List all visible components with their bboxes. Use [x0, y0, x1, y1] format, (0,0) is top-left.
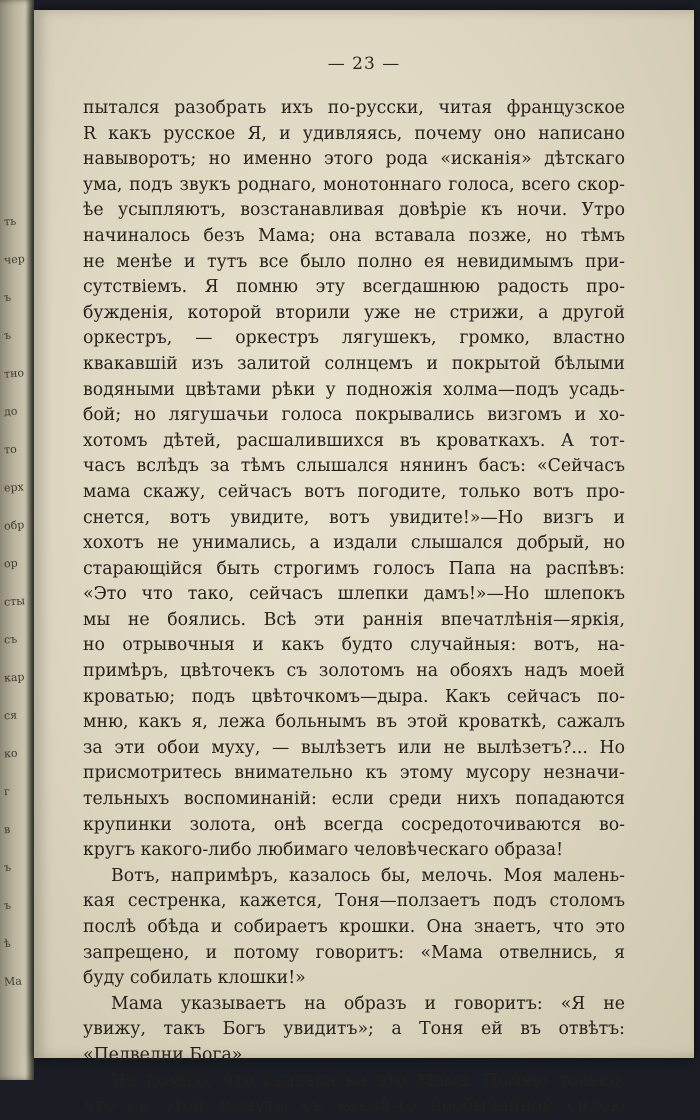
text-line: не менѣе и тутъ все было полно ея невидимымъ при- [83, 251, 625, 272]
text-line: послѣ обѣда и собираетъ крошки. Она знаетъ, что это [83, 917, 625, 937]
text-line: водяными цвѣтами рѣки у подножія холма—подъ усадь- [83, 379, 625, 400]
previous-page-fragment: тно [3, 366, 25, 381]
text-line: навыворотъ; но именно этого рода «исканія» дѣтскаго [83, 149, 625, 170]
text-line: старающійся быть строгимъ голосъ Папа на распѣвъ: [83, 558, 625, 579]
text-line: кая сестренка, кажется, Тоня—ползаетъ подъ столомъ [83, 891, 625, 912]
paragraph-start-line: Вотъ, напримѣръ, казалось бы, мелочь. Моя малень- [111, 865, 625, 886]
previous-page-fragment: обр [3, 518, 25, 533]
previous-page-fragment: кар [3, 670, 25, 685]
text-line: кроватью; подъ цвѣточкомъ—дыра. Какъ сейчасъ по- [83, 686, 625, 707]
previous-page-fragment: ъ [3, 860, 12, 875]
text-line: «Это что тако, сейчасъ шлепки дамъ!»—Но шлепокъ [83, 584, 625, 605]
previous-page-fragment: сты [3, 594, 26, 609]
body-text [83, 96, 625, 1120]
text-line: что съ этой минуты съ какой-то необычайной силою [83, 1096, 625, 1117]
previous-page-fragment: г [3, 784, 11, 799]
paragraph-end-line: буду собилать клошки!» [83, 968, 306, 989]
previous-page-fragment: ть [3, 214, 17, 229]
paragraph-end-line: «Пелвелни Бога». [83, 1044, 248, 1065]
text-line: R какъ русское Я, и удивляясь, почему оно написано [83, 123, 625, 144]
text-line: начиналось безъ Мама; она вставала позже, но тѣмъ [83, 225, 625, 246]
previous-page-fragment: съ [3, 632, 18, 647]
text-line: мы не боялись. Всѣ эти раннія впечатлѣнія—яркія, [83, 609, 625, 630]
text-line: хотомъ дѣтей, расшалившихся въ кроваткахъ. А тот- [83, 430, 625, 451]
paragraph-start-line: Мама указываетъ на образъ и говоритъ: «Я не [111, 993, 625, 1014]
previous-page-fragment: ерх [3, 480, 25, 495]
previous-page-fragment: ся [3, 708, 18, 723]
text-line: бужденія, которой вторили уже не стрижи, а другой [83, 302, 625, 323]
paragraph-start-line: Не помню, что сказала на это Мама. Помню только, [111, 1070, 625, 1091]
book-page [34, 10, 694, 1117]
text-line: ума, подъ звукъ роднаго, монотоннаго голоса, всего скор- [83, 174, 625, 195]
text-line: квакавшій изъ залитой солнцемъ и покрытой бѣлыми [83, 353, 625, 374]
text-line: часъ вслѣдъ за тѣмъ слышался нянинъ басъ: «Сейчасъ [83, 456, 625, 477]
text-line: ѣе усыпляютъ, возстанавливая довѣріе къ ночи. Утро [83, 200, 625, 221]
previous-page-fragment: в [3, 822, 11, 837]
previous-page-fragment: то [3, 442, 18, 457]
previous-page-fragment: ъ [3, 290, 12, 305]
text-line: запрещено, и потому говоритъ: «Мама отвелнись, я [83, 942, 625, 963]
text-line: но отрывочныя и какъ будто случайныя: вотъ, на- [83, 635, 625, 656]
text-line: увижу, такъ Богъ увидитъ»; а Тоня ей въ отвѣтъ: [83, 1019, 625, 1040]
text-line: снется, вотъ увидите, вотъ увидите!»—Но визгъ и [83, 507, 625, 528]
text-line: хохотъ не унимались, а издали слышался добрый, но [83, 533, 625, 554]
text-line: оркестръ, — оркестръ лягушекъ, громко, властно [83, 328, 625, 349]
text-line: бой; но лягушачьи голоса покрывались визгомъ и хо- [83, 405, 625, 426]
previous-page-fragment: чер [3, 252, 26, 267]
text-line: примѣръ, цвѣточекъ съ золотомъ на обояхъ надъ моей [83, 661, 625, 682]
text-line: мама скажу, сейчасъ вотъ погодите, только вотъ про- [83, 481, 625, 502]
previous-page-fragment: ко [3, 746, 18, 761]
previous-page-edge [0, 0, 34, 1080]
text-line: присмотритесь внимательно къ этому мусору незначи- [83, 763, 625, 784]
page-number: — 23 — [327, 54, 401, 74]
previous-page-fragment: ор [3, 556, 19, 571]
previous-page-fragment: ъ [3, 898, 12, 913]
previous-page-fragment: ѣ [3, 936, 12, 951]
previous-page-fragment: Ма [3, 974, 23, 989]
text-line: мню, какъ я, лежа больнымъ въ этой кроваткѣ, сажалъ [83, 712, 625, 733]
text-line: сутствіемъ. Я помню эту всегдашнюю радость про- [83, 277, 625, 298]
paragraph-end-line: кругъ какого-либо любимаго человѣческаго образа! [83, 840, 564, 861]
text-line: крупинки золота, онѣ всегда сосредоточиваются во- [83, 814, 625, 835]
previous-page-fragment: до [3, 404, 18, 419]
text-line: тельныхъ воспоминаній: если среди нихъ попадаются [83, 789, 625, 810]
previous-page-fragment: ъ [3, 328, 12, 343]
text-line: за эти обои муху, — вылѣзетъ или не вылѣзетъ?... Но [83, 737, 625, 758]
text-line: пытался разобрать ихъ по-русски, читая французское [83, 98, 625, 118]
